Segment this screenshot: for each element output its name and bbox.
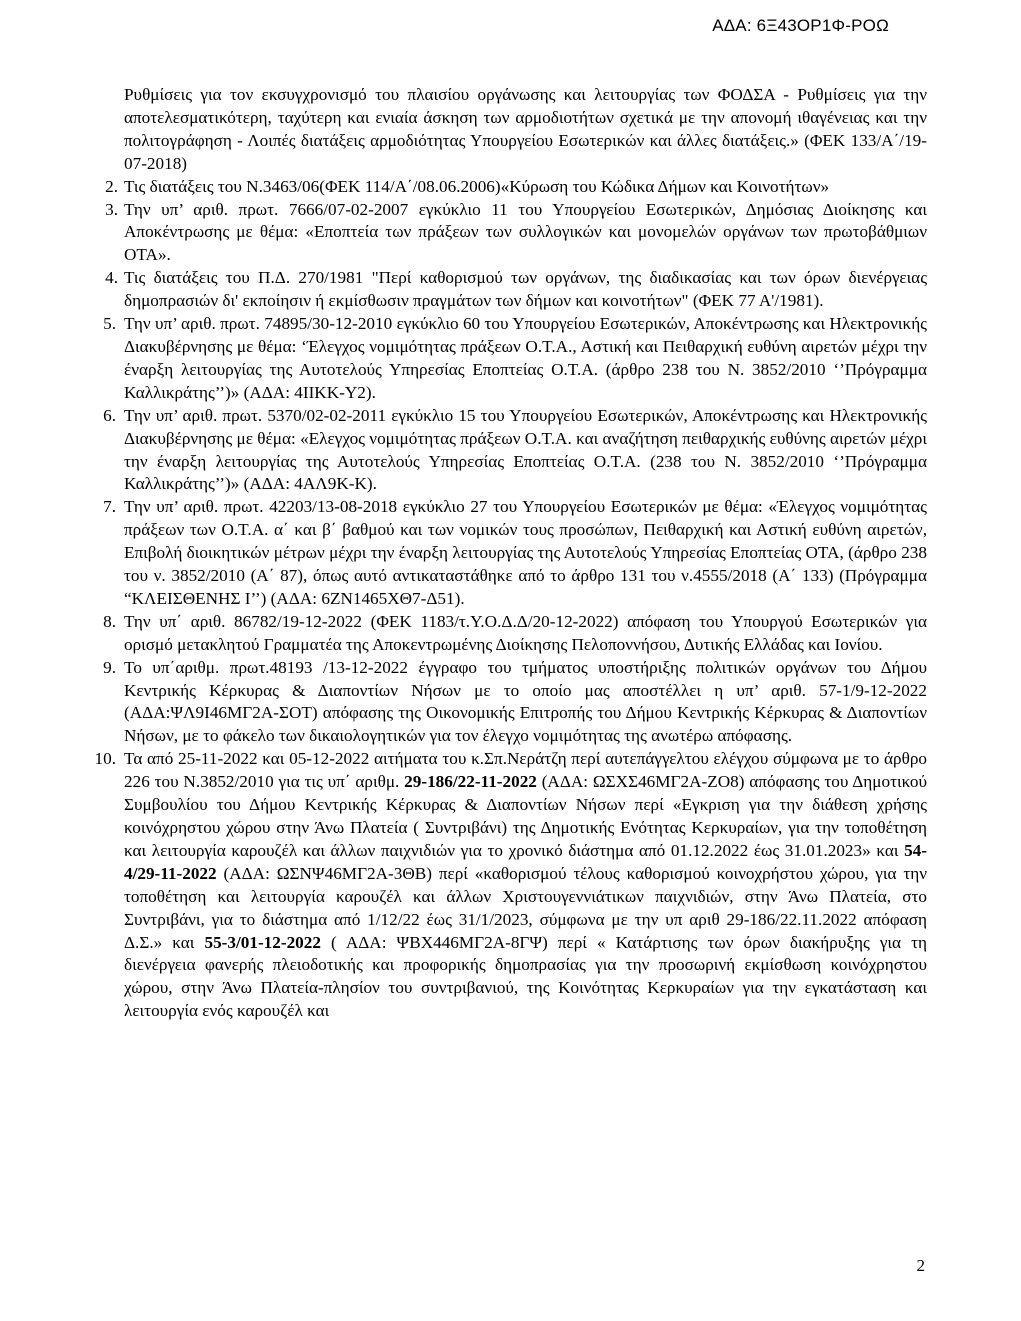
item-number: 2.: [105, 176, 118, 196]
list-item: [94, 657, 927, 749]
page-number: 2: [916, 1256, 925, 1275]
item10-text-3: (ΑΔΑ: ΩΣΝΨ46ΜΓ2Α-3ΘΒ) περί «καθορισμού τέλους καθορισμού κοινοχρήστου χώρου, για την τοποθέτηση και λειτουργία καρουζέλ και άλλων Χριστουγεννιάτικων παιχνιδιών, στην Άνω Πλατεία, στο Συντριβάνι, για το διάστημα από 1/12/22 έως 31/1/2023, σύμφωνα με την υπ αριθ 29-186/22.11.2022 απόφαση Δ.Σ.» και: [124, 863, 927, 952]
item-number: 4.: [105, 268, 118, 288]
item-number: 7.: [103, 497, 116, 517]
list-item: [94, 267, 927, 313]
document-body: [94, 84, 927, 1023]
decision-ref-2: 54-4/29-11-2022: [124, 840, 927, 883]
item-number: 9.: [103, 657, 116, 677]
item-text: Την υπ’ αριθ. πρωτ. 74895/30-12-2010 εγκύκλιο 60 του Υπουργείου Εσωτερικών, Αποκέντρωσης και Ηλεκτρονικής Διακυβέρνησης με θέμα: ‘Έλεγχος νομιμότητας πράξεων Ο.Τ.Α., Αστική και Πειθαρχική ευθύνη αιρετών μέχρι την έναρξη λειτουργίας της Αυτοτελούς Υπηρεσίας Εποπτείας Ο.Τ.Α. (άρθρο 238 του Ν. 3852/2010 ‘’Πρόγραμμα Καλλικράτης’’)» (ΑΔΑ: 4ΙΙΚΚ-Υ2).: [124, 314, 927, 402]
item-text: Την υπ’ αριθ. πρωτ. 5370/02-02-2011 εγκύκλιο 15 του Υπουργείου Εσωτερικών, Αποκέντρωσης και Ηλεκτρονικής Διακυβέρνησης με θέμα: «Ελεγχος νομιμότητας πράξεων Ο.Τ.Α. και αναζήτηση πειθαρχικής ευθύνης αιρετών μέχρι την έναρξη λειτουργίας της Αυτοτελούς Υπηρεσίας Εποπτείας Ο.Τ.Α. (238 του Ν. 3852/2010 ‘’Πρόγραμμα Καλλικράτης’’)» (ΑΔΑ: 4ΑΛ9Κ-Κ).: [124, 405, 927, 494]
item-text: Την υπ’ αριθ. πρωτ. 42203/13-08-2018 εγκύκλιο 27 του Υπουργείου Εσωτερικών με θέμα: «Έλεγχος νομιμότητας πράξεων των Ο.Τ.Α. α΄ και β΄ βαθμού και των νομικών τους προσώπων, Πειθαρχική και Αστική ευθύνη αιρετών, Επιβολή διοικητικών μέτρων μέχρι την έναρξη λειτουργίας της Αυτοτελούς Υπηρεσίας Εποπτείας ΟΤΑ, (άρθρο 238 του ν. 3852/2010 (Α΄ 87), όπως αυτό αντικαταστάθηκε από το άρθρο 131 του ν.4555/2018 (Α΄ 133) (Πρόγραμμα “ΚΛΕΙΣΘΕΝΗΣ Ι’’) (ΑΔΑ: 6ΖΝ1465ΧΘ7-Δ51).: [124, 497, 927, 608]
list-item: [94, 611, 927, 657]
item-text: Τις διατάξεις του Ν.3463/06(ΦΕΚ 114/Α΄/08.06.2006)«Κύρωση του Κώδικα Δήμων και Κοινοτήτων»: [124, 176, 830, 196]
list-item: [94, 496, 927, 611]
reference-list: [94, 176, 927, 1024]
item-number: 10.: [94, 749, 116, 769]
item-text: Το υπ΄αριθμ. πρωτ.48193 /13-12-2022 έγγραφο του τμήματος υποστήριξης πολιτικών οργάνων του Δήμου Κεντρικής Κέρκυρας & Διαποντίων Νήσων με το οποίο μας αποστέλλει η υπ’ αριθ. 57-1/9-12-2022 (ΑΔΑ:ΨΛ9Ι46ΜΓ2Α-ΣΟΤ) απόφασης της Οικονομικής Επιτροπής του Δήμου Κεντρικής Κέρκυρας & Διαποντίων Νήσων, με το φάκελο των δικαιολογητικών για τον έλεγχο νομιμότητας της ανωτέρω απόφασης.: [124, 657, 927, 746]
item-number: 5.: [103, 314, 116, 334]
item-number: 6.: [103, 405, 116, 425]
item-text: Την υπ’ αριθ. πρωτ. 7666/07-02-2007 εγκύκλιο 11 του Υπουργείου Εσωτερικών, Δημόσιας Διοίκησης και Αποκέντρωσης με θέμα: «Εποπτεία των πράξεων των συλλογικών και μονομελών οργάνων των πρωτοβάθμιων ΟΤΑ».: [124, 199, 927, 265]
ada-code: ΑΔΑ: 6Ξ43ΟΡ1Φ-ΡΟΩ: [712, 16, 889, 35]
decision-ref-3: 55-3/01-12-2022: [204, 932, 321, 952]
decision-ref-1: 29-186/22-11-2022: [404, 772, 537, 792]
item10-text-2: (ΑΔΑ: ΩΣΧΣ46ΜΓ2Α-ΖΟ8) απόφασης του Δημοτικού Συμβουλίου του Δήμου Κεντρικής Κέρκυρας & Διαποντίων Νήσων περί «Εγκριση για την διάθεση χρήσης κοινόχρηστου χώρου στην Άνω Πλατεία ( Συντριβάνι) της Δημοτικής Ενότητας Κερκυραίων, για την τοποθέτηση και λειτουργία καρουζέλ και άλλων παιχνιδιών για το χρονικό διάστημα από 01.12.2022 έως 31.01.2023» και: [124, 772, 927, 860]
item10-text-1: Τα από 25-11-2022 και 05-12-2022 αιτήματα του κ.Σπ.Νεράτζη περί αυτεπάγγελτου ελέγχου σύμφωνα με το άρθρο 226 του Ν.3852/2010 για τις υπ΄ αριθμ.: [124, 749, 927, 792]
item-number: 3.: [105, 199, 118, 219]
lead-paragraph: Ρυθμίσεις για τον εκσυγχρονισμό του πλαισίου οργάνωσης και λειτουργίας των ΦΟΔΣΑ - Ρυθμίσεις για την αποτελεσματικότερη, ταχύτερη και ενιαία άσκηση των αρμοδιοτήτων σχετικά με την απονομή ιθαγένειας και την πολιτογράφηση - Λοιπές διατάξεις αρμοδιότητας Υπουργείου Εσωτερικών και άλλες διατάξεις.» (ΦΕΚ 133/Α΄/19-07-2018): [124, 85, 927, 173]
item-text: [116, 748, 927, 1023]
list-item: [94, 313, 927, 405]
item-text: Τις διατάξεις του Π.Δ. 270/1981 "Περί καθορισμού των οργάνων, της διαδικασίας και των όρων διενέργειας δημοπρασιών δι' εκποίησιν ή εκμίσθωσιν πραγμάτων των δήμων και κοινοτήτων" (ΦΕΚ 77 Α'/1981).: [124, 268, 927, 311]
list-item: [94, 199, 927, 268]
item-number: 8.: [103, 611, 116, 631]
list-item: [94, 405, 927, 497]
item10-text-4: ( ΑΔΑ: ΨΒΧ446ΜΓ2Α-8ΓΨ) περί « Κατάρτισης των όρων διακήρυξης για τη διενέργεια φανερής πλειοδοτικής και προφορικής δημοπρασίας για την προσωρινή εκμίσθωση κοινόχρηστου χώρου, στην Άνω Πλατεία-πλησίον του συντριβανιού, της Κοινότητας Κερκυραίων για την εγκατάσταση και λειτουργία ενός καρουζέλ και: [124, 932, 927, 1021]
list-item: [94, 748, 927, 1023]
list-item: [94, 176, 927, 199]
item-text: Την υπ΄ αριθ. 86782/19-12-2022 (ΦΕΚ 1183/τ.Υ.Ο.Δ.Δ/20-12-2022) απόφαση του Υπουργού Εσωτερικών για ορισμό μετακλητού Γραμματέα της Αποκεντρωμένης Διοίκησης Πελοποννήσου, Δυτικής Ελλάδας και Ιονίου.: [124, 611, 927, 654]
